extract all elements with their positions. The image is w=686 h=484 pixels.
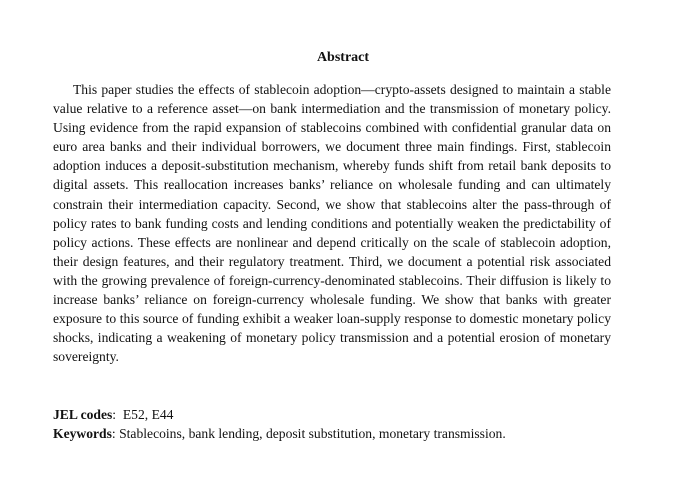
keywords-value: Stablecoins, bank lending, deposit substitution, monetary transmission. xyxy=(119,426,506,441)
jel-codes-line xyxy=(53,406,173,424)
jel-codes-label: JEL codes xyxy=(53,407,113,422)
abstract-heading: Abstract xyxy=(316,50,370,65)
keywords-label: Keywords xyxy=(53,426,112,441)
jel-codes-value: E52, E44 xyxy=(122,407,174,422)
keywords-separator: : xyxy=(111,426,116,441)
jel-codes-separator: : xyxy=(112,407,117,422)
keywords-line xyxy=(53,425,506,443)
abstract-text: This paper studies the effects of stablecoin adoption—crypto-assets designed to maintain a stable value relative to a reference asset—on bank intermediation and the transmission of monetary policy. Using evidence from the rapid expansion of stablecoins combined with confidential granular data on euro area banks and their individual borrowers, we document three main findings. First, stablecoin adoption induces a deposit-substitution mechanism, whereby funds shift from retail bank deposits to digital assets. This reallocation increases banks’ reliance on wholesale funding and can ultimately constrain their intermediation capacity. Second, we show that stablecoins alter the pass-through of policy rates to bank funding costs and lending conditions and potentially weaken the predictability of policy actions. These effects are nonlinear and depend critically on the scale of stablecoin adoption, their design features, and their regulatory treatment. Third, we document a potential risk associated with the growing prevalence of foreign-currency-denominated stablecoins. Their diffusion is likely to increase banks’ reliance on foreign-currency wholesale funding. We show that banks with greater exposure to this source of funding exhibit a weaker loan-supply response to domestic monetary policy shocks, indicating a weakening of monetary policy transmission and a potential erosion of monetary sovereignty. xyxy=(53,82,611,365)
